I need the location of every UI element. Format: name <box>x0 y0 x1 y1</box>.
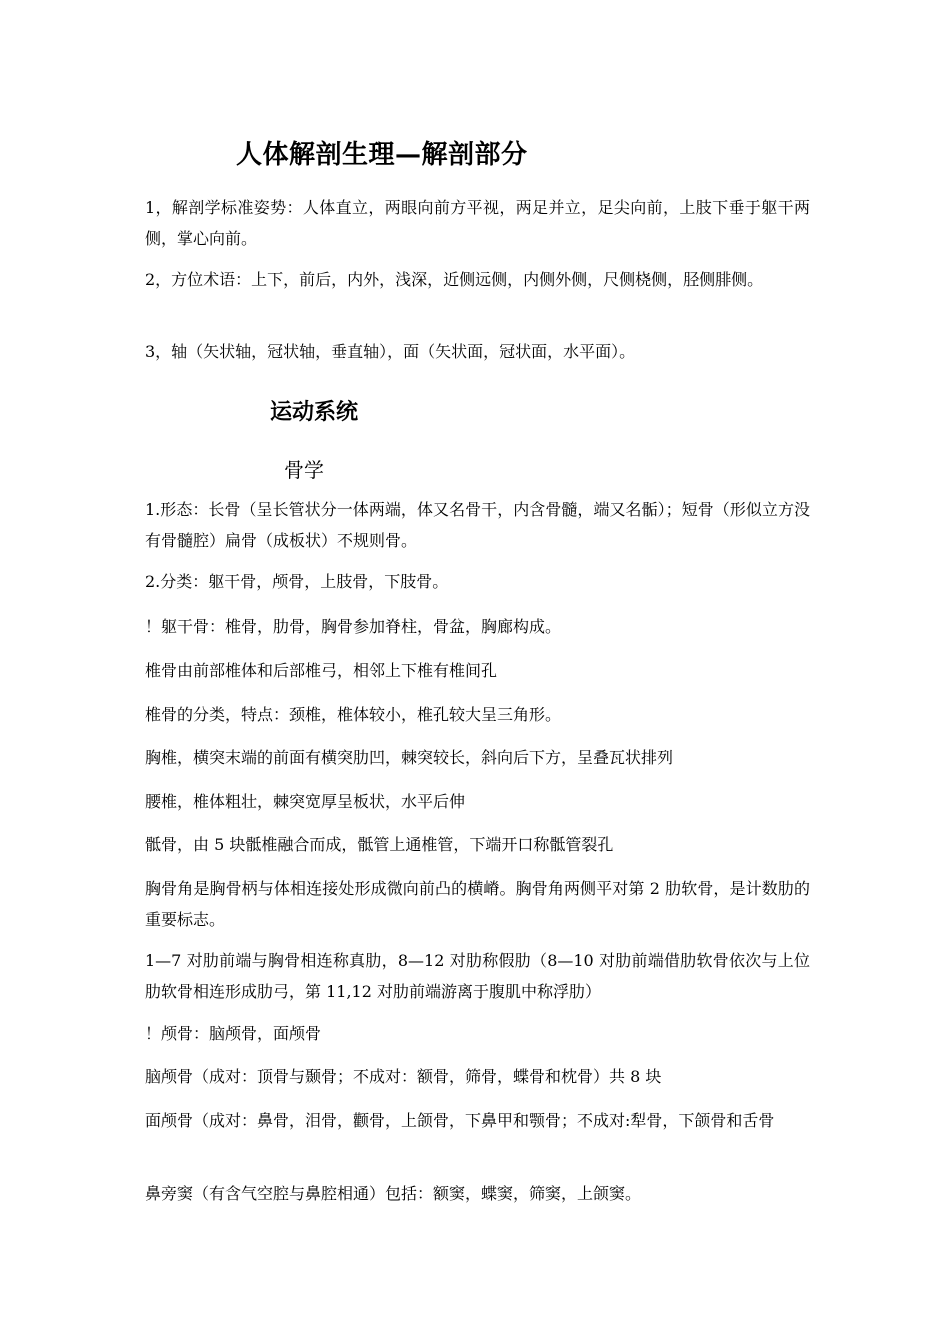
bone-paragraph-3: ！躯干骨：椎骨，肋骨，胸骨参加脊柱，骨盆，胸廊构成。 <box>145 617 562 636</box>
section-heading: 运动系统 <box>270 399 359 425</box>
subsection-heading: 骨学 <box>284 458 324 482</box>
bone-paragraph-6: 胸椎，横突末端的前面有横突肋凹，棘突较长，斜向后下方，呈叠瓦状排列 <box>145 748 674 767</box>
document-title: 人体解剖生理—解剖部分 <box>236 140 528 170</box>
bone-paragraph-12: 脑颅骨（成对：顶骨与颞骨；不成对：额骨，筛骨，蝶骨和枕骨）共 8 块 <box>145 1067 662 1086</box>
bone-paragraph-9: 胸骨角是胸骨柄与体相连接处形成微向前凸的横嵴。胸骨角两侧平对第 2 肋软骨，是计数肋的重要标志。 <box>145 879 810 929</box>
intro-paragraph-1: 1，解剖学标准姿势：人体直立，两眼向前方平视，两足并立，足尖向前，上肢下垂于躯干两侧，掌心向前。 <box>145 198 810 248</box>
intro-paragraph-3: 3，轴（矢状轴，冠状轴，垂直轴），面（矢状面，冠状面，水平面）。 <box>145 342 636 361</box>
bone-paragraph-5: 椎骨的分类，特点：颈椎，椎体较小，椎孔较大呈三角形。 <box>145 705 562 724</box>
bone-paragraph-4: 椎骨由前部椎体和后部椎弓，相邻上下椎有椎间孔 <box>145 661 498 680</box>
bone-paragraph-8: 骶骨，由 5 块骶椎融合而成，骶管上通椎管，下端开口称骶管裂孔 <box>145 835 614 854</box>
intro-paragraph-2: 2，方位术语：上下，前后，内外，浅深，近侧远侧，内侧外侧，尺侧桡侧，胫侧腓侧。 <box>145 270 764 289</box>
bone-paragraph-13: 面颅骨（成对：鼻骨，泪骨，颧骨，上颌骨，下鼻甲和颚骨；不成对:犁骨，下颌骨和舌骨 <box>145 1111 775 1130</box>
bone-paragraph-10: 1—7 对肋前端与胸骨相连称真肋，8—12 对肋称假肋（8—10 对肋前端借肋软骨依次与上位肋软骨相连形成肋弓，第 11,12 对肋前端游离于腹肌中称浮肋） <box>145 951 810 1001</box>
bone-paragraph-11: ！颅骨：脑颅骨，面颅骨 <box>145 1024 322 1043</box>
bone-paragraph-1: 1.形态：长骨（呈长管状分一体两端，体又名骨干，内含骨髓，端又名骺）；短骨（形似立方没有骨髓腔）扁骨（成板状）不规则骨。 <box>145 500 810 550</box>
bone-paragraph-7: 腰椎，椎体粗壮，棘突宽厚呈板状，水平后伸 <box>145 792 466 811</box>
bone-paragraph-14: 鼻旁窦（有含气空腔与鼻腔相通）包括：额窦，蝶窦，筛窦，上颌窦。 <box>145 1184 642 1203</box>
bone-paragraph-2: 2.分类：躯干骨，颅骨，上肢骨，下肢骨。 <box>145 572 449 591</box>
